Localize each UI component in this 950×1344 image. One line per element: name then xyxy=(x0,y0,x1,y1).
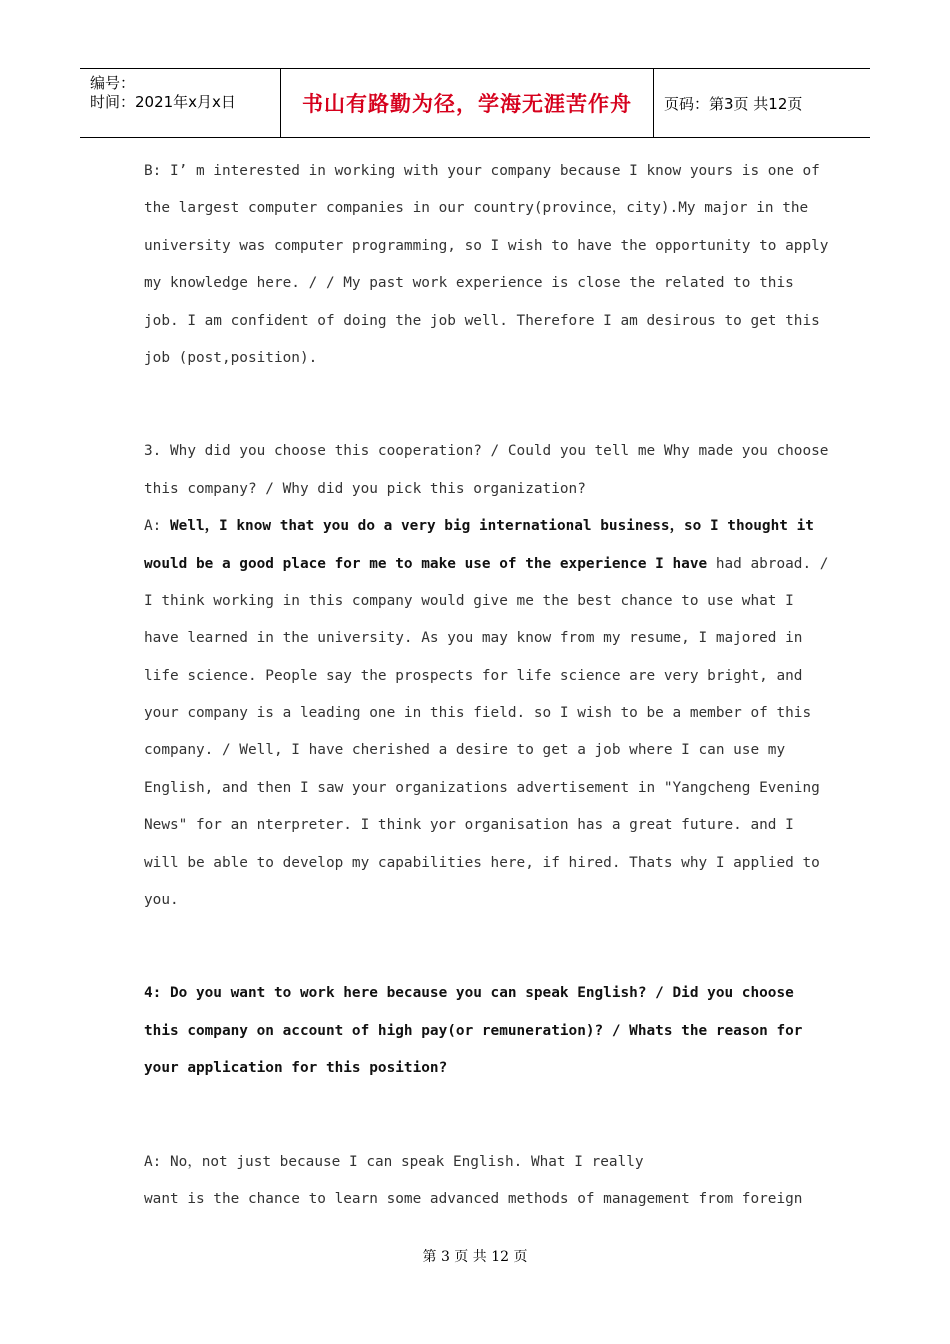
document-time-label: 时间：2021年x月x日 xyxy=(90,93,236,111)
paragraph-gap xyxy=(144,1088,824,1144)
text-line: this company on account of high pay(or remuneration)? / Whats the reason for xyxy=(144,1022,803,1039)
text-line: your application for this position? xyxy=(144,1060,448,1077)
text-line: job (post,position). xyxy=(144,349,318,366)
text-line: job. I am confident of doing the job well. Therefore I am desirous to get this xyxy=(144,312,820,329)
regular-text: had abroad. / xyxy=(707,555,829,572)
page-footer: 第 3 页 共 12 页 xyxy=(422,1249,528,1265)
text-line: A: No，not just because I can speak English. What I really xyxy=(144,1153,644,1170)
text-line: company. / Well, I have cherished a desire to get a job where I can use my xyxy=(144,742,786,759)
text-line: this company? / Why did you pick this organization? xyxy=(144,480,586,497)
bold-text: Well，I know that you do a very big international business，so I thought it xyxy=(170,518,814,535)
document-body xyxy=(144,153,829,1218)
text-line: my knowledge here. / / My past work experience is close the related to this xyxy=(144,275,794,292)
text-line: the largest computer companies in our country(province，city).My major in the xyxy=(144,200,809,217)
text-line: English, and then I saw your organizations advertisement in "Yangcheng Evening xyxy=(144,779,820,796)
answer-prefix: A: xyxy=(144,518,170,535)
answer-4-paragraph xyxy=(144,1144,824,1219)
paragraph-gap xyxy=(144,377,824,433)
text-line: I think working in this company would give me the best chance to use what I xyxy=(144,592,794,609)
text-line: you. xyxy=(144,892,179,909)
question-4 xyxy=(144,975,824,1087)
answer-b-paragraph xyxy=(144,153,829,377)
text-line: 4: Do you want to work here because you can speak English? / Did you choose xyxy=(144,985,794,1002)
question-3 xyxy=(144,433,829,508)
text-line: life science. People say the prospects for life science are very bright, and xyxy=(144,667,803,684)
text-line: B: I’ m interested in working with your company because I know yours is one of xyxy=(144,163,820,179)
text-line xyxy=(144,508,824,545)
text-line: News" for an nterpreter. I think yor organisation has a great future. and I xyxy=(144,817,794,834)
text-line: university was computer programming, so I wish to have the opportunity to apply xyxy=(144,237,829,254)
text-line: have learned in the university. As you may know from my resume, I majored in xyxy=(144,630,803,647)
header-page-cell xyxy=(654,69,870,137)
page-header xyxy=(80,68,870,138)
answer-3-paragraph xyxy=(144,508,829,919)
text-line xyxy=(144,546,829,583)
text-line: your company is a leading one in this field. so I wish to be a member of this xyxy=(144,705,812,722)
document-number-label: 编号： xyxy=(90,74,136,92)
bold-text: would be a good place for me to make use of the experience I have xyxy=(144,555,708,572)
text-line: 3. Why did you choose this cooperation? / Could you tell me Why made you choose xyxy=(144,443,829,460)
header-motto: 书山有路勤为径，学海无涯苦作舟 xyxy=(302,91,632,116)
paragraph-gap xyxy=(144,919,824,975)
header-left-cell xyxy=(80,69,281,137)
text-line: will be able to develop my capabilities here, if hired. Thats why I applied to xyxy=(144,854,820,871)
text-line: want is the chance to learn some advanced methods of management from foreign xyxy=(144,1190,803,1207)
header-page-info: 页码：第3页 共12页 xyxy=(664,94,803,113)
header-motto-cell xyxy=(281,69,654,137)
